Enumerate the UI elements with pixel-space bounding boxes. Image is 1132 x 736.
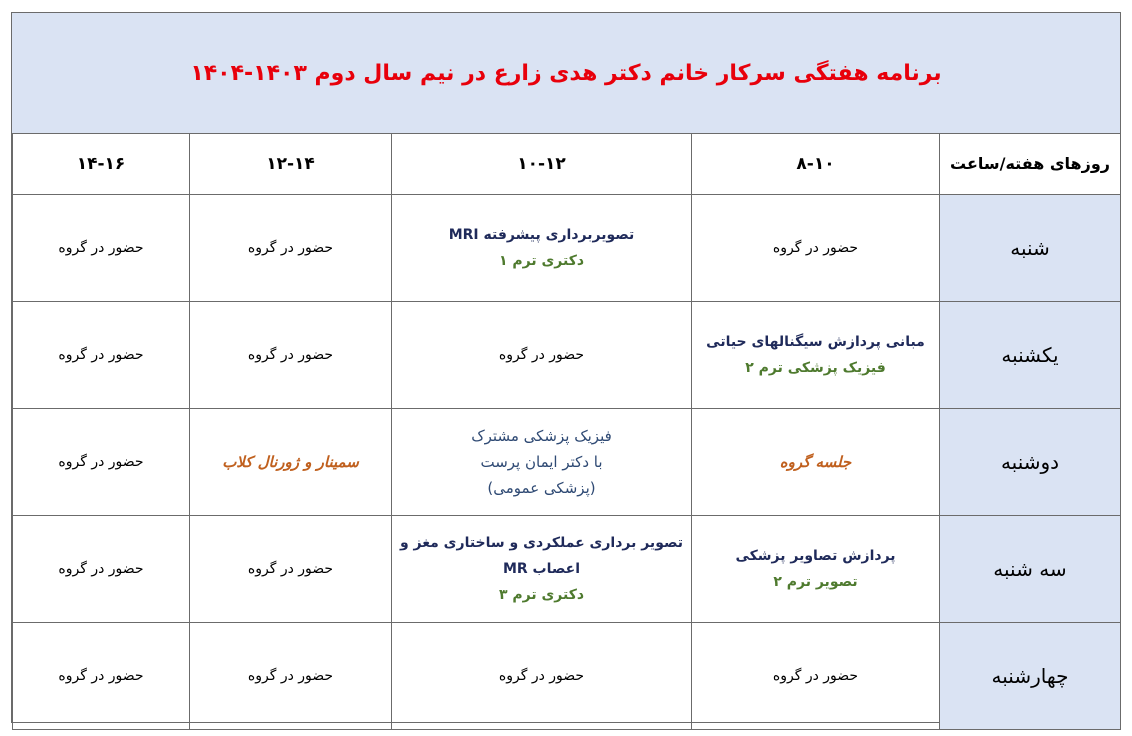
schedule-cell [692, 409, 940, 516]
schedule-cell: حضور در گروه [392, 623, 692, 730]
day-cell: چهارشنبه [940, 623, 1121, 730]
course-instructor: با دکتر ایمان پرست [480, 453, 603, 471]
schedule-cell [392, 409, 692, 516]
table-row [13, 302, 1121, 409]
schedule-cell: حضور در گروه [13, 302, 190, 409]
course-level: فیزیک پزشکی ترم ۲ [745, 360, 886, 376]
table-header-row [13, 134, 1121, 195]
day-cell: یکشنبه [940, 302, 1121, 409]
page-title: برنامه هفتگی سرکار خانم دکتر هدی زارع در نیم سال دوم ۱۴۰۳-۱۴۰۴ [190, 60, 942, 86]
header-day-column: روزهای هفته/ساعت [940, 134, 1121, 195]
course-title: مبانی پردازش سیگنالهای حیاتی [706, 334, 925, 350]
header-slot-8-10: ۸-۱۰ [692, 134, 940, 195]
schedule-cell: حضور در گروه [13, 516, 190, 623]
course-level: دکتری ترم ۱ [498, 253, 585, 269]
schedule-cell: حضور در گروه [190, 302, 392, 409]
header-slot-14-16: ۱۴-۱۶ [13, 134, 190, 195]
weekly-schedule-table [12, 133, 1121, 730]
schedule-cell: حضور در گروه [692, 195, 940, 302]
course-level: تصویر ترم ۲ [773, 574, 858, 590]
schedule-cell [190, 409, 392, 516]
meeting-label: جلسه گروه [779, 452, 852, 471]
schedule-cell: حضور در گروه [13, 623, 190, 730]
schedule-document [11, 12, 1121, 723]
course-title: فیزیک پزشکی مشترک [471, 427, 612, 445]
schedule-cell [392, 516, 692, 623]
schedule-cell: حضور در گروه [692, 623, 940, 730]
header-slot-12-14: ۱۲-۱۴ [190, 134, 392, 195]
course-title-cont: اعصاب MR [502, 561, 581, 577]
course-audience: (پزشکی عمومی) [487, 479, 596, 497]
course-title: پردازش تصاویر پزشکی [735, 548, 896, 564]
course-title: تصویر برداری عملکردی و ساختاری مغز و [399, 535, 684, 551]
header-slot-10-12: ۱۰-۱۲ [392, 134, 692, 195]
table-row [13, 409, 1121, 516]
schedule-cell: حضور در گروه [190, 195, 392, 302]
course-level: دکتری ترم ۳ [498, 587, 585, 603]
seminar-label: سمینار و ژورنال کلاب [222, 452, 359, 471]
schedule-cell: حضور در گروه [190, 516, 392, 623]
course-title: تصویربرداری پیشرفته MRI [448, 227, 635, 243]
table-row [13, 195, 1121, 302]
title-bar [12, 13, 1120, 134]
day-cell: سه شنبه [940, 516, 1121, 623]
day-cell: دوشنبه [940, 409, 1121, 516]
table-row [13, 516, 1121, 623]
schedule-cell [692, 516, 940, 623]
schedule-cell: حضور در گروه [190, 623, 392, 730]
table-row [13, 623, 1121, 730]
schedule-cell: حضور در گروه [392, 302, 692, 409]
schedule-cell: حضور در گروه [13, 409, 190, 516]
day-cell: شنبه [940, 195, 1121, 302]
schedule-cell: حضور در گروه [13, 195, 190, 302]
schedule-cell [392, 195, 692, 302]
schedule-cell [692, 302, 940, 409]
